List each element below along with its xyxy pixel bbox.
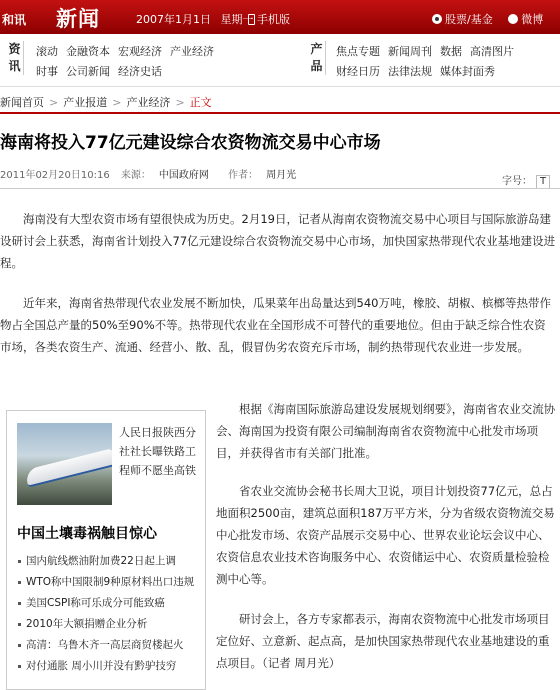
- list-item[interactable]: [15, 572, 205, 593]
- breadcrumb: [0, 94, 560, 110]
- list-item-text: 国内航线燃油附加费22日起上调: [26, 555, 176, 567]
- logo-brand: 和讯: [2, 13, 27, 27]
- mobile-link[interactable]: [248, 11, 290, 27]
- nav-row-products-2: [336, 63, 503, 79]
- list-item[interactable]: [15, 614, 205, 635]
- list-item-text: 对付通胀 周小川并没有黔驴技穷: [26, 660, 177, 672]
- nav-tag-news: 资讯: [6, 41, 24, 75]
- breadcrumb-separator: >: [49, 96, 59, 109]
- nav-link[interactable]: 法律法规: [388, 65, 432, 78]
- radio-unselected-icon: [508, 14, 518, 24]
- nav-row-products-1: [336, 43, 522, 59]
- article-paragraph: 根据《海南国际旅游岛建设发展规划纲要》，海南省农业交流协会、海南国为投资有限公司编制海南省农资物流中心批发市场项目，并获得省市有关部门批准。: [216, 402, 556, 460]
- breadcrumb-separator: >: [112, 96, 122, 109]
- nav-link[interactable]: 时事: [36, 65, 58, 78]
- breadcrumb-industry[interactable]: 产业报道: [63, 96, 108, 109]
- source-label: 来源：: [120, 170, 151, 181]
- breadcrumb-separator: >: [175, 96, 185, 109]
- bullet-icon: [18, 644, 21, 647]
- list-item[interactable]: [15, 551, 205, 572]
- mobile-label: 手机版: [257, 13, 290, 26]
- radio-stock-fund[interactable]: [432, 13, 493, 26]
- article-meta: [0, 166, 560, 181]
- nav-link[interactable]: 媒体封面秀: [440, 65, 495, 78]
- logo-section: 新闻: [56, 6, 100, 31]
- news-photo[interactable]: [17, 423, 112, 505]
- bullet-icon: [18, 623, 21, 626]
- bullet-icon: [18, 581, 21, 584]
- nav-link[interactable]: 公司新闻: [66, 65, 110, 78]
- font-size-button[interactable]: T: [536, 175, 550, 189]
- nav-link[interactable]: 数据: [440, 45, 462, 58]
- article-paragraph: 研讨会上，各方专家都表示，海南农资物流中心批发市场项目定位好、立意新、起点高，是加快国家热带现代农业基地建设的重点项目。（记者 周月光）: [216, 612, 550, 670]
- divider: [0, 188, 560, 189]
- nav-link[interactable]: 高清图片: [470, 45, 514, 58]
- bullet-icon: [18, 560, 21, 563]
- article-paragraph: 海南没有大型农资市场有望很快成为历史。2月19日，记者从海南农资物流交易中心项目与国际旅游岛建设研讨会上获悉，海南省计划投入77亿元建设综合农资物流交易中心市场，加快国家热带现代农业基地建设进程。: [0, 212, 556, 270]
- article-title: 海南将投入77亿元建设综合农资物流交易中心市场: [0, 133, 381, 153]
- list-item[interactable]: [15, 635, 205, 656]
- nav-link[interactable]: 财经日历: [336, 65, 380, 78]
- nav-link[interactable]: 焦点专题: [336, 45, 380, 58]
- radio-weibo[interactable]: [508, 13, 543, 26]
- date-text: 2007年1月1日: [136, 13, 211, 26]
- list-item[interactable]: [15, 593, 205, 614]
- list-item[interactable]: [15, 656, 205, 677]
- font-size-label: 字号：: [502, 176, 532, 187]
- list-item-text: 美国CSPI称可乐成分可能致癌: [26, 597, 165, 609]
- breadcrumb-current: 正文: [189, 96, 212, 109]
- breadcrumb-economy[interactable]: 产业经济: [126, 96, 171, 109]
- radio-label: 微博: [521, 13, 544, 26]
- list-item-text: WTO称中国限制9种原材料出口违规: [26, 576, 195, 588]
- channel-nav: [0, 37, 560, 87]
- related-news-list: [15, 551, 205, 677]
- nav-link[interactable]: 滚动: [36, 45, 58, 58]
- nav-row-news-1: [36, 43, 222, 59]
- article-paragraph: 近年来，海南省热带现代农业发展不断加快，瓜果菜年出岛量达到540万吨，橡胶、胡椒、槟榔等热带作物占全国总产量的50%至90%不等。热带现代农业在全国形成不可替代的重要地位。但由于缺乏综合性农资市场，各类农资生产、流通、经营小、散、乱，假冒伪劣农资充斥市场，制约热带现代农业进一步发展。: [0, 296, 551, 354]
- article-author: 周月光: [266, 170, 297, 181]
- date-display: [136, 11, 260, 27]
- article-source[interactable]: 中国政府网: [158, 170, 209, 181]
- radio-selected-icon: [432, 14, 442, 24]
- weekday-text: 星期一: [220, 13, 254, 26]
- article-paragraph: 省农业交流协会秘书长周大卫说，项目计划投资77亿元，总占地面积2500亩，建筑总面积187万平方米，分为省级农资物流交易中心批发市场、农资产品展示交易中心、世界农业论坛会议中心、农资信息农业技术咨询服务中心、农资储运中心、农资质量检验检测中心等。: [216, 484, 555, 586]
- list-item-text: 高清：乌鲁木齐一高层商贸楼起火: [26, 639, 184, 651]
- font-size-control: [502, 172, 550, 189]
- divider: [0, 112, 560, 114]
- nav-link[interactable]: 经济史话: [118, 65, 162, 78]
- article-datetime: 2011年02月20日10:16: [0, 170, 110, 181]
- nav-link[interactable]: 金融资本: [66, 45, 110, 58]
- top-header: [0, 0, 560, 34]
- related-news-box: [6, 410, 206, 690]
- radio-label: 股票/基金: [445, 13, 493, 26]
- nav-tag-products: 产品: [308, 41, 326, 75]
- bullet-icon: [18, 665, 21, 668]
- bullet-icon: [18, 602, 21, 605]
- list-item-text: 2010年大额捐赠企业分析: [26, 618, 148, 630]
- search-type-radios: [432, 11, 555, 27]
- nav-link[interactable]: 新闻周刊: [388, 45, 432, 58]
- nav-row-news-2: [36, 63, 170, 79]
- mobile-phone-icon: [248, 14, 255, 25]
- nav-link[interactable]: 宏观经济: [118, 45, 162, 58]
- nav-link[interactable]: 产业经济: [170, 45, 214, 58]
- breadcrumb-home[interactable]: 新闻首页: [0, 96, 44, 109]
- sidebar-headline[interactable]: 中国土壤毒祸触目惊心: [17, 526, 157, 542]
- author-label: 作者：: [228, 170, 259, 181]
- photo-caption-link[interactable]: 人民日报陕西分社社长曝铁路工程师不愿坐高铁: [119, 426, 196, 477]
- train-image: [24, 448, 112, 487]
